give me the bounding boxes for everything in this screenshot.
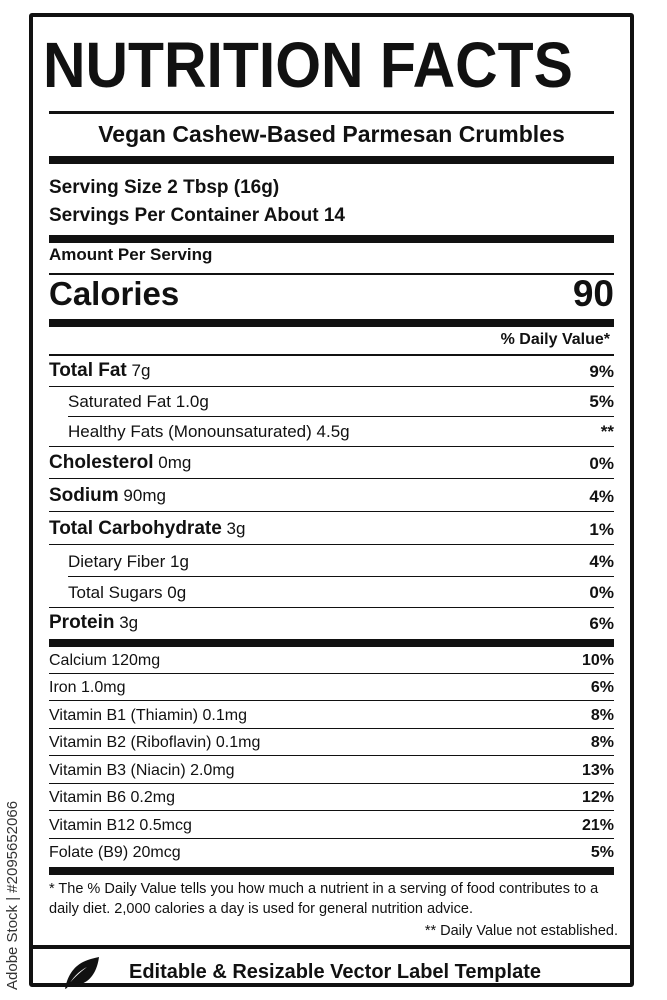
nutrient-pct: 1% [589, 520, 614, 539]
not-established-footnote: ** Daily Value not established. [424, 923, 618, 939]
nutrient-pct: 4% [589, 552, 614, 571]
vitamins-divider [49, 867, 614, 875]
nutrient-amount: 90mg [123, 486, 166, 505]
nutrient-amount: 0g [167, 583, 187, 602]
vitamin-row-b6 [49, 784, 614, 811]
vitamin-name: Iron 1.0mg [49, 679, 126, 696]
product-divider [49, 156, 614, 164]
daily-value-header: % Daily Value* [500, 331, 610, 348]
protein-divider [49, 639, 614, 647]
leaf-icon [61, 955, 101, 991]
nutrient-amount: 1.0g [175, 392, 209, 411]
nutrient-name: Sodium [49, 485, 119, 506]
nutrient-name: Healthy Fats (Monounsaturated) [68, 422, 312, 441]
vitamin-row-b3 [49, 757, 614, 784]
nutrient-amount: 3g [226, 519, 246, 538]
vitamin-row-b2 [49, 729, 614, 756]
serving-size: Serving Size 2 Tbsp (16g) [49, 177, 280, 198]
nutrient-amount: 1g [170, 552, 189, 571]
nutrient-row-saturated-fat [49, 387, 614, 417]
label-title: NUTRITION FACTS [43, 29, 573, 101]
vitamin-name: Vitamin B12 0.5mcg [49, 817, 192, 834]
servings-per-container: Servings Per Container About 14 [49, 205, 345, 226]
product-name: Vegan Cashew-Based Parmesan Crumbles [98, 121, 565, 147]
serving-divider [49, 235, 614, 243]
vitamin-pct: 12% [581, 789, 614, 806]
nutrient-pct: ** [600, 422, 614, 441]
vitamin-name: Vitamin B2 (Riboflavin) 0.1mg [49, 734, 261, 751]
vitamin-row-folate [49, 839, 614, 866]
amount-per-serving: Amount Per Serving [49, 245, 213, 264]
stock-watermark: Adobe Stock | #2095652066 [4, 800, 21, 990]
vitamin-name: Vitamin B6 0.2mg [49, 789, 175, 806]
vitamin-pct: 21% [581, 817, 614, 834]
nutrient-row-total-fat [49, 357, 614, 387]
nutrient-row-protein [49, 609, 614, 639]
nutrient-name: Total Sugars [68, 583, 163, 602]
nutrient-row-cholesterol [49, 449, 614, 479]
vitamin-name: Vitamin B1 (Thiamin) 0.1mg [49, 707, 247, 724]
vitamin-name: Folate (B9) 20mcg [49, 844, 181, 861]
vitamin-pct: 6% [590, 679, 614, 696]
vitamin-row-calcium [49, 647, 614, 674]
vitamin-pct: 8% [590, 707, 614, 724]
template-caption: Editable & Resizable Vector Label Template [129, 961, 541, 983]
nutrient-name: Total Carbohydrate [49, 518, 222, 539]
title-divider [49, 111, 614, 114]
nutrient-name: Total Fat [49, 360, 127, 381]
nutrient-pct: 0% [589, 454, 614, 473]
nutrient-pct: 0% [589, 583, 614, 602]
vitamin-pct: 5% [590, 844, 614, 861]
bottom-divider [33, 945, 630, 949]
nutrient-amount: 4.5g [316, 422, 350, 441]
nutrient-row-total-sugars [49, 578, 614, 608]
nutrient-row-total-carbohydrate [49, 515, 614, 545]
vitamin-name: Vitamin B3 (Niacin) 2.0mg [49, 762, 235, 779]
calories-label: Calories [49, 275, 180, 312]
nutrient-amount: 7g [131, 361, 151, 380]
daily-value-footnote: * The % Daily Value tells you how much a nutrient in a serving of food contributes to a daily diet. 2,000 calories a day is used for general nutrition advice. [49, 881, 599, 917]
calories-value: 90 [572, 273, 614, 314]
nutrition-label [29, 13, 634, 987]
vitamin-pct: 13% [581, 762, 614, 779]
nutrient-pct: 6% [589, 614, 614, 633]
vitamin-name: Calcium 120mg [49, 652, 161, 669]
nutrient-pct: 5% [589, 392, 614, 411]
dv-divider [49, 354, 614, 356]
nutrient-amount: 0mg [158, 453, 192, 472]
nutrient-name: Dietary Fiber [68, 552, 166, 571]
nutrient-row-healthy-fats [49, 417, 614, 447]
nutrient-name: Saturated Fat [68, 392, 172, 411]
calories-divider [49, 319, 614, 327]
nutrient-pct: 9% [589, 362, 614, 381]
nutrient-amount: 3g [119, 613, 139, 632]
vitamin-pct: 8% [590, 734, 614, 751]
nutrient-row-dietary-fiber [49, 547, 614, 577]
vitamin-pct: 10% [581, 652, 614, 669]
vitamin-row-b1 [49, 702, 614, 729]
vitamin-row-iron [49, 674, 614, 701]
nutrient-name: Protein [49, 612, 115, 633]
nutrient-row-sodium [49, 482, 614, 512]
nutrient-pct: 4% [589, 487, 614, 506]
nutrient-name: Cholesterol [49, 452, 154, 473]
vitamin-row-b12 [49, 812, 614, 839]
